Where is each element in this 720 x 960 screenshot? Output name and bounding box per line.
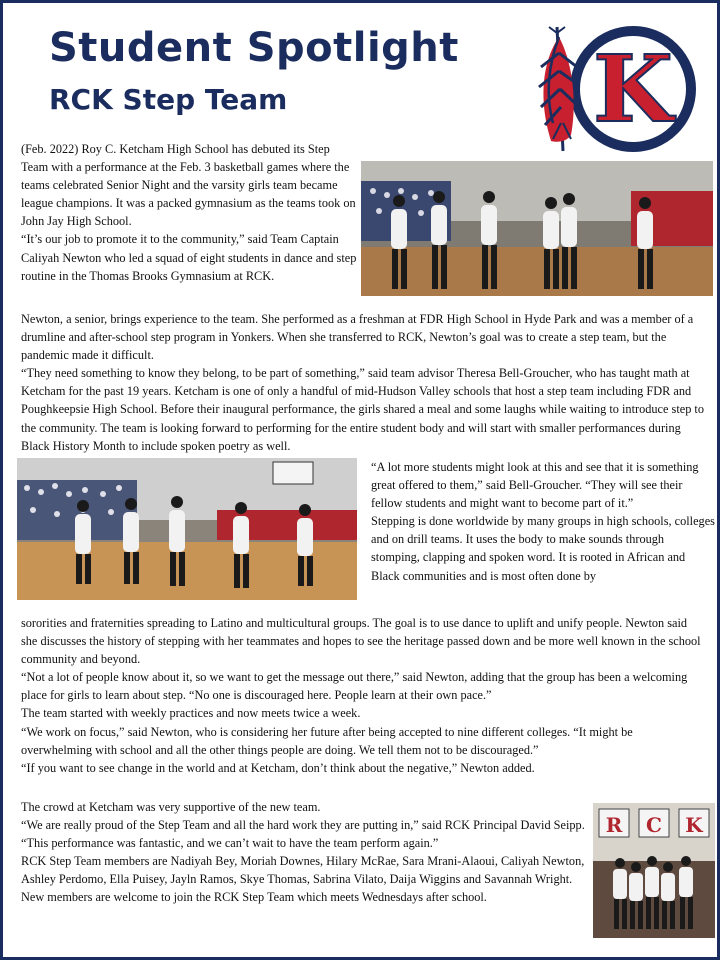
team-group-photo: [593, 803, 715, 938]
logo-letter: K: [593, 35, 673, 143]
advisor-paragraph: “They need something to know they belong, to be part of something,” said team advisor Theresa Bell-Groucher, who has taught math at Ketcham for the past 19 years. Ketcham is one of only a handful of mid-Hudson Valley schools that host a step team including FDR and Poughkeepsie High School. Before their inaugural performance, the girls shared a meal and some laughs while waiting to introduce step to the community. The team is looking forward to performing for the entire student body and will start with smaller performances during Black History Month to include spoken poetry as well.: [21, 366, 704, 453]
school-logo: [537, 23, 697, 155]
page-subtitle: RCK Step Team: [49, 83, 288, 116]
stepping-paragraph-start: Stepping is done worldwide by many groups in high schools, colleges and on drill teams. It uses the body to make sounds through stomping, clapping and spoken word. It is rooted in African and Black communities and is most often done by: [371, 514, 715, 583]
weekly-paragraph: The team started with weekly practices and now meets twice a week.: [21, 706, 361, 721]
crowd-paragraph: The crowd at Ketcham was very supportive of the new team.: [21, 800, 321, 814]
bottom-text: [21, 798, 589, 907]
sign-letter-k: K: [685, 813, 703, 837]
intro-paragraph: (Feb. 2022) Roy C. Ketcham High School has debuted its Step Team with a performance at the Feb. 3 basketball games where the teams celebrated Senior Night and the varsity girls team became league champions. It was a packed gymnasium as the teams took on John Jay High School.: [21, 142, 356, 229]
page-title: Student Spotlight: [49, 25, 459, 71]
sign-letter-r: R: [605, 813, 623, 837]
change-paragraph: “If you want to see change in the world and at Ketcham, don’t think about the negative,” Newton added.: [21, 760, 535, 775]
newton-paragraph: Newton, a senior, brings experience to the team. She performed as a freshman at FDR High School in Hyde Park and was a member of a drumline and after-school step program in Yonkers. When she transferred to RCK, Newton’s goal was to create a step team, but the pandemic made it difficult.: [21, 312, 694, 363]
gym-photo-2: [17, 458, 357, 600]
feather-icon: [539, 27, 579, 151]
focus-paragraph: “We work on focus,” said Newton, who is considering her future after being accepted to nine different colleges. “It might be overwhelming with school and all the other things people are doing. We tell them not to be discouraged.”: [21, 724, 633, 757]
not-a-lot-paragraph: “Not a lot of people know about it, so we want to get the message out there,” said Newton, adding that the group has been a welcoming place for girls to learn about step. “No one is discouraged here. People learn at their own pace.”: [21, 670, 688, 703]
intro-text: [21, 140, 359, 285]
principal-paragraph: “We are really proud of the Step Team and all the hard work they are putting in,” said RCK Principal David Seipp. “This performance was fantastic, and we can’t wait to have the team perform again.”: [21, 818, 585, 851]
right-column-text: [371, 458, 715, 585]
members-paragraph: RCK Step Team members are Nadiyah Bey, Moriah Downes, Hilary McRae, Sara Mrani-Alaoui, Caliyah Newton, Ashley Perdomo, Ella Puisey, Jayln Ramos, Skye Thomas, Sabrina Vilato, Daija Wiggins and Savannah Wright. New members are welcome to join the RCK Step Team which meets Wednesdays after school.: [21, 854, 585, 905]
stepping-paragraph-end: sororities and fraternities spreading to Latino and multicultural groups. The goal is to use dance to uplift and unify people. Newton said she discusses the history of stepping with her teammates and hopes to see the heritage passed down and be more well known in the school community and beyond.: [21, 616, 701, 667]
sign-letter-c: C: [646, 813, 662, 837]
captain-quote: “It’s our job to promote it to the community,” said Team Captain Caliyah Newton who led a squad of eight students in dance and step routine in the Thomas Brooks Gymnasium at RCK.: [21, 232, 357, 283]
more-students-paragraph: “A lot more students might look at this and see that it is something great offered to them,” said Bell-Groucher. “They will see their fellow students and might want to become part of it.”: [371, 460, 699, 511]
lower-text: [21, 614, 705, 777]
gym-photo-1: [361, 161, 713, 296]
middle-text: [21, 310, 705, 455]
